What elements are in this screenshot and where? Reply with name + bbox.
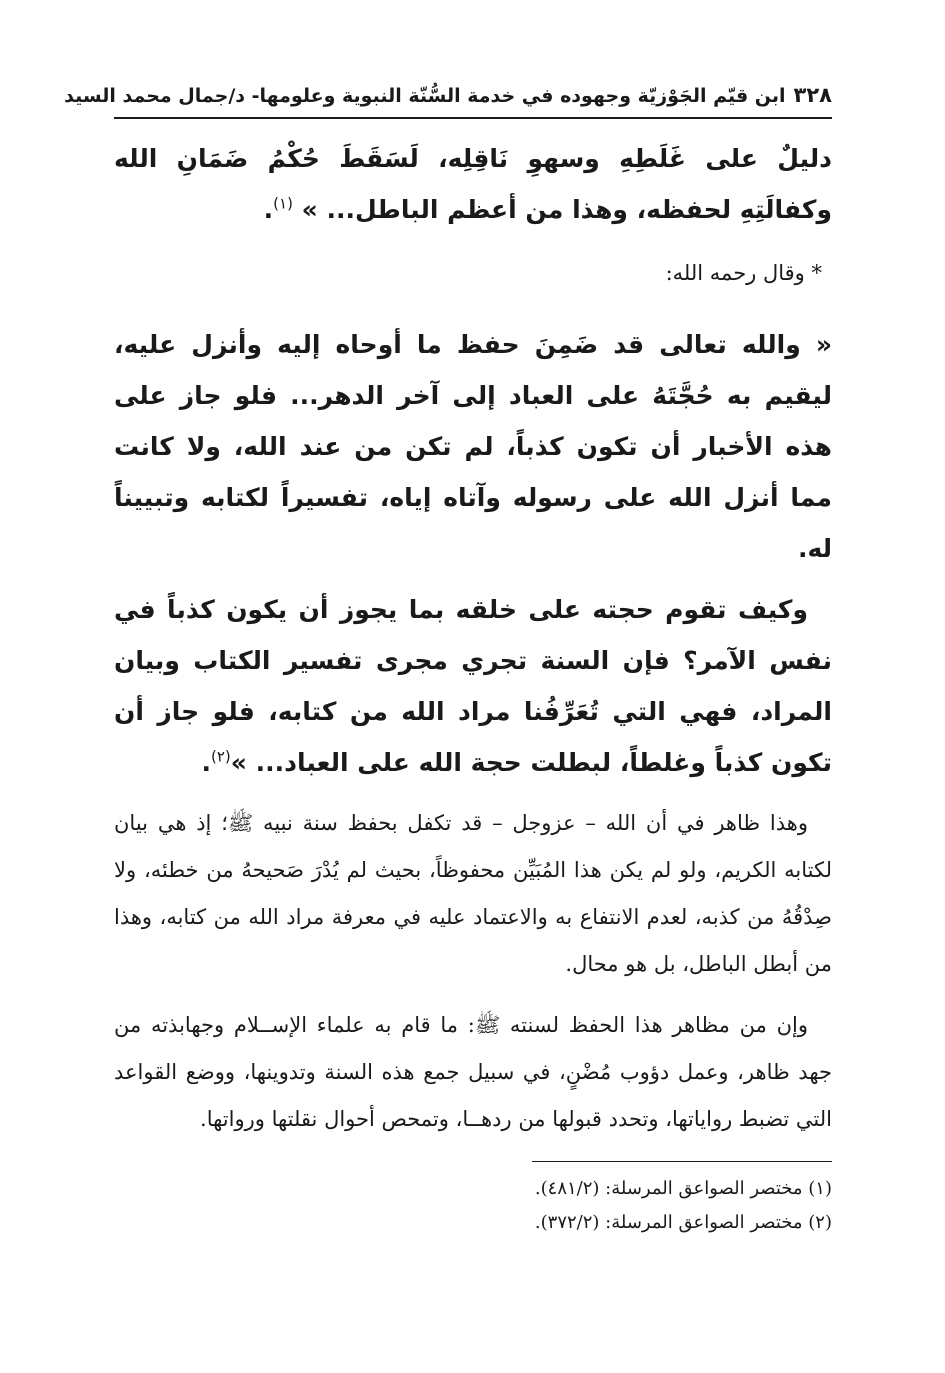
paragraph-continuation-text: دليلٌ على غَلَطِهِ وسهوِ نَاقِلِه، لَسَقَطَ حُكْمُ ضَمَانِ الله وكفالَتِهِ لحفظه، وهذا من أعظم الباطل... » bbox=[114, 144, 832, 224]
footnote-ref-2: (٢) bbox=[210, 747, 231, 766]
quote-paragraph-2 bbox=[114, 584, 832, 788]
running-header bbox=[64, 78, 832, 119]
quote-paragraph-2-text: وكيف تقوم حجته على خلقه بما يجوز أن يكون كذباً في نفس الآمر؟ فإن السنة تجري مجرى تفسير الكتاب وبيان المراد، فهي التي تُعَرِّفُنا مراد الله من كتابه، فلو جاز أن تكون كذباً وغلطاً، لبطلت حجة الله على العباد... » bbox=[114, 595, 832, 777]
quote-paragraph-2-end: . bbox=[201, 748, 211, 777]
paragraph-continuation-end: . bbox=[263, 195, 274, 224]
body-paragraph-2: وإن من مظاهر هذا الحفظ لسنته ﷺ: ما قام به علماء الإســلام وجهابذته من جهد ظاهر، وعمل دؤوب مُضْنٍ، في سبيل جمع هذه السنة وتدوينها، ووضع القواعد التي تضبط رواياتها، وتحدد قبولها من ردهــا، وتمحص أحوال نقلتها ورواتها. bbox=[114, 1013, 832, 1131]
footnote-2: (٢) مختصر الصواعق المرسلة: (٣٧٢/٢). bbox=[534, 1212, 832, 1233]
running-title: ابن قيّم الجَوْزيّة وجهوده في خدمة السُّنّة النبوية وعلومها- د/جمال محمد السيد bbox=[64, 85, 786, 107]
footnotes bbox=[114, 1172, 832, 1240]
footnote-separator bbox=[532, 1161, 832, 1162]
paragraph-continuation bbox=[114, 133, 832, 235]
book-page bbox=[64, 78, 832, 1240]
section-intro: * وقال رحمه الله: bbox=[665, 261, 822, 285]
body-paragraph-1: وهذا ظاهر في أن الله – عزوجل – قد تكفل بحفظ سنة نبيه ﷺ؛ إذ هي بيان لكتابه الكريم، ولو لم يكن هذا المُبَيِّن محفوظاً، بحيث لم يُدْرَ صَحيحهُ من خطئه، ولا صِدْقُهُ من كذبه، لعدم الانتفاع به والاعتماد عليه في معرفة مراد الله من كتابه، وهذا من أبطل الباطل، بل هو محال. bbox=[114, 811, 832, 976]
footnote-1: (١) مختصر الصواعق المرسلة: (٤٨١/٢). bbox=[534, 1178, 832, 1199]
footnote-ref-1: (١) bbox=[273, 194, 293, 213]
page-number: ٣٢٨ bbox=[793, 83, 832, 107]
quote-paragraph-1: « والله تعالى قد ضَمِنَ حفظ ما أوحاه إليه وأنزل عليه، ليقيم به حُجَّتَهُ على العباد إلى آخر الدهر... فلو جاز على هذه الأخبار أن تكون كذباً، لم تكن من عند الله، ولا كانت مما أنزل الله على رسوله وآتاه إياه، تفسيراً لكتابه وتبييناً له. bbox=[114, 330, 832, 563]
